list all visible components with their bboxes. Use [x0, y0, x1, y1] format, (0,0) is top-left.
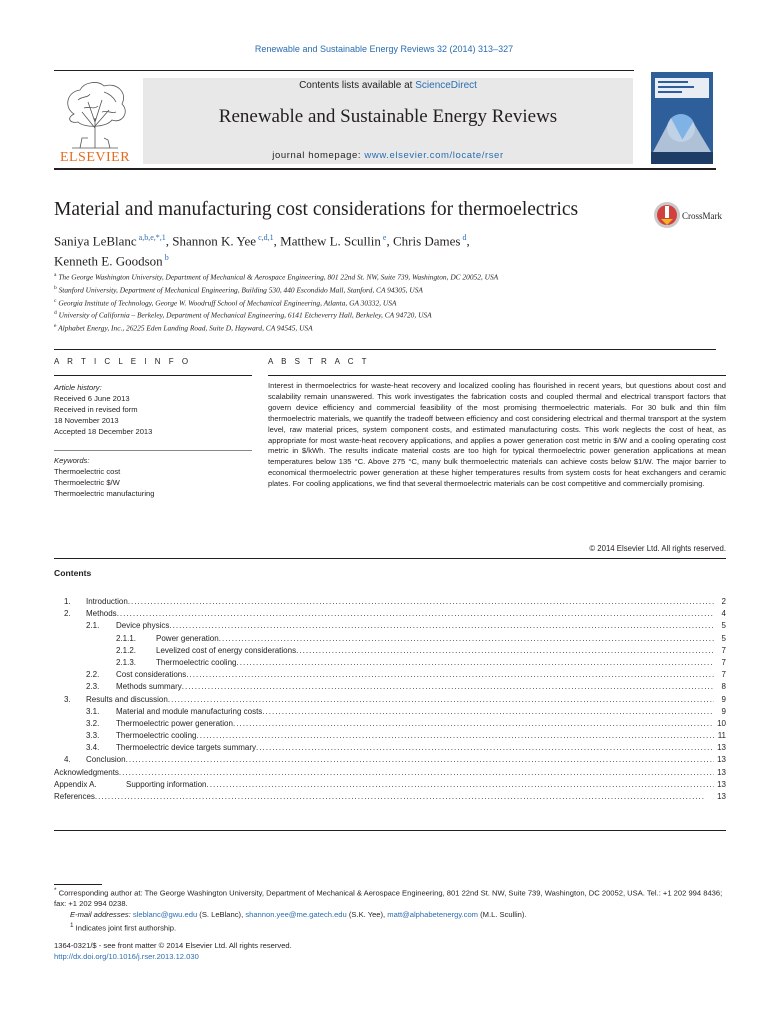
toc-entry[interactable]	[64, 596, 726, 608]
footnote-rule	[54, 884, 102, 885]
toc-page-number: 10	[717, 718, 726, 728]
journal-citation[interactable]: Renewable and Sustainable Energy Reviews 32 (2014) 313–327	[254, 44, 514, 54]
toc-leader	[186, 669, 714, 681]
keyword: Thermoelectric cost	[54, 467, 121, 476]
toc-page-number: 9	[721, 694, 726, 704]
author-separator: ,	[273, 233, 281, 249]
toc-leader	[126, 754, 714, 766]
sciencedirect-link[interactable]: ScienceDirect	[415, 80, 477, 91]
contents-prefix: Contents lists available at	[299, 80, 416, 91]
toc-leader	[117, 608, 714, 620]
corresponding-author-note	[54, 886, 726, 910]
toc-page-number: 8	[721, 682, 726, 692]
abstract-rule	[268, 375, 726, 376]
toc-leader	[207, 779, 715, 791]
toc-page-number: 13	[717, 779, 726, 789]
info-top-rule	[54, 349, 716, 350]
history-label: Article history:	[54, 383, 102, 392]
affiliation-key: a	[54, 272, 57, 278]
author-list	[54, 229, 654, 270]
author-affiliation-marks[interactable]: c,d,1	[258, 233, 274, 242]
toc-entry[interactable]	[64, 694, 726, 706]
header-rule	[54, 168, 716, 170]
email-owner: (S.K. Yee),	[346, 910, 388, 920]
crossmark-label: CrossMark	[682, 211, 722, 221]
toc-title[interactable]: Methods summary	[116, 682, 182, 692]
affiliation-key: d	[54, 310, 57, 317]
toc-page-number: 7	[721, 657, 726, 667]
toc-entry[interactable]	[64, 657, 726, 669]
contents-heading: Contents	[54, 568, 92, 578]
joint-text: Indicates joint first authorship.	[75, 923, 177, 933]
toc-leader	[262, 706, 714, 718]
toc-title[interactable]: Cost considerations	[116, 670, 187, 680]
article-info-divider	[54, 450, 252, 451]
history-line: 18 November 2013	[54, 416, 119, 425]
toc-leader	[196, 730, 714, 742]
toc-title[interactable]: Thermoelectric cooling	[156, 657, 237, 667]
doi-link[interactable]: http://dx.doi.org/10.1016/j.rser.2013.12.030	[54, 951, 199, 961]
joint-authorship-note	[54, 921, 726, 934]
toc-page-number: 13	[717, 767, 726, 777]
toc-entry[interactable]	[54, 791, 726, 803]
toc-title[interactable]: Methods	[86, 609, 117, 619]
toc-page-number: 7	[721, 645, 726, 655]
toc-entry[interactable]	[64, 681, 726, 693]
email-link[interactable]: sleblanc@gwu.edu	[132, 910, 198, 920]
toc-title[interactable]: Introduction	[86, 597, 128, 606]
toc-page-number: 11	[717, 731, 726, 741]
toc-title[interactable]: Power generation	[156, 633, 219, 643]
toc-title[interactable]: References	[54, 792, 95, 801]
toc-title[interactable]: Material and module manufacturing costs	[116, 706, 263, 716]
article-title: Material and manufacturing cost considerations for thermoelectrics	[54, 199, 579, 220]
author-name[interactable]: Chris Dames	[392, 233, 461, 249]
abstract-copyright: © 2014 Elsevier Ltd. All rights reserved.	[589, 544, 726, 553]
toc-leader	[236, 657, 714, 669]
article-info-rule	[54, 375, 252, 376]
crossmark-badge[interactable]	[652, 200, 732, 230]
affiliation	[54, 270, 734, 283]
toc-page-number: 4	[721, 609, 726, 619]
abstract-bottom-rule	[54, 558, 726, 559]
history-line: Received in revised form	[54, 405, 138, 414]
toc-title[interactable]: Thermoelectric power generation	[116, 718, 233, 728]
toc-page-number: 5	[721, 633, 726, 643]
publisher-wordmark: ELSEVIER	[59, 150, 131, 165]
article-history	[54, 382, 254, 437]
toc-leader	[128, 596, 714, 608]
toc-title[interactable]: Thermoelectric cooling	[116, 731, 197, 741]
toc-page-number: 13	[717, 792, 726, 801]
toc-page-number: 13	[717, 743, 726, 753]
contents-bottom-rule	[54, 830, 726, 831]
toc-number: 3.3.	[86, 731, 100, 741]
toc-title[interactable]: Acknowledgments	[54, 767, 119, 777]
corresponding-text: Corresponding author at: The George Washington University, Department of Mechanical & Aerospace Engineering, 801 22nd St. NW, Suite 739, Washington, DC 20052, USA. Tel.: +1 202 994 8436; fax: +1 202 994 0238.	[54, 888, 723, 909]
front-matter	[54, 941, 292, 963]
toc-number: 2.1.2.	[116, 645, 137, 655]
journal-homepage	[143, 150, 633, 161]
affiliation-text: Alphabet Energy, Inc., 26225 Eden Landing Road, Suite D, Hayward, CA 94545, USA	[58, 323, 313, 333]
toc-leader	[233, 718, 714, 730]
toc-page-number: 9	[721, 706, 726, 716]
author-affiliation-marks[interactable]: d	[462, 233, 467, 242]
toc-leader	[95, 791, 714, 803]
toc-number: 3.	[64, 694, 71, 704]
toc-leader	[256, 742, 714, 754]
toc-title[interactable]: Thermoelectric device targets summary	[116, 743, 257, 753]
toc-number: 2.	[64, 609, 71, 619]
affiliation-text: University of California – Berkeley, Department of Mechanical Engineering, 6141 Etcheverry Hall, Berkeley, CA 94720, USA	[58, 310, 432, 320]
toc-entry[interactable]	[64, 620, 726, 632]
toc-entry[interactable]	[54, 779, 726, 791]
joint-mark: 1	[70, 921, 74, 929]
abstract-heading: A B S T R A C T	[268, 357, 370, 366]
affiliation	[54, 308, 734, 321]
article-info-heading: A R T I C L E I N F O	[54, 357, 192, 366]
author-separator: ,	[466, 233, 470, 249]
toc-number: 2.2.	[86, 670, 100, 680]
affiliation-key: b	[54, 284, 57, 291]
author-separator: ,	[386, 233, 393, 249]
toc-number: 2.3.	[86, 682, 100, 692]
toc-leader	[168, 694, 714, 706]
toc-leader	[182, 681, 714, 693]
toc-page-number: 5	[721, 621, 726, 631]
toc-leader	[169, 620, 714, 632]
toc-entry[interactable]	[64, 669, 726, 681]
homepage-link[interactable]: www.elsevier.com/locate/rser	[364, 150, 504, 161]
affiliation-key: e	[54, 323, 57, 330]
journal-name: Renewable and Sustainable Energy Reviews	[218, 106, 558, 127]
email-link[interactable]: matt@alphabetenergy.com	[387, 910, 479, 920]
toc-title[interactable]: Device physics	[116, 621, 170, 631]
author-name[interactable]: Saniya LeBlanc	[54, 233, 137, 249]
toc-title[interactable]: Conclusion	[86, 755, 126, 765]
toc-number: 2.1.	[86, 621, 100, 631]
toc-leader	[296, 645, 714, 657]
affiliation-text: The George Washington University, Department of Mechanical & Aerospace Engineering, 801 22nd St. NW, Suite 739, Washington, DC 20052, USA	[58, 272, 499, 282]
affiliation	[54, 296, 734, 309]
affiliation	[54, 321, 734, 334]
toc-title[interactable]: Results and discussion	[86, 694, 168, 704]
toc-number: Appendix A.	[54, 779, 97, 789]
author-name[interactable]: Shannon K. Yee	[172, 233, 257, 249]
history-line: Accepted 18 December 2013	[54, 427, 153, 436]
homepage-prefix: journal homepage:	[272, 150, 365, 161]
affiliation-text: Georgia Institute of Technology, George W. Woodruff School of Mechanical Engineering, Atlanta, GA 30332, USA	[58, 298, 397, 307]
toc-page-number: 7	[721, 670, 726, 680]
author-affiliation-marks[interactable]: a,b,e,*,1	[138, 233, 166, 242]
toc-entry[interactable]	[64, 706, 726, 718]
email-addresses	[54, 910, 726, 921]
affiliation-list	[54, 270, 734, 334]
affiliation	[54, 283, 734, 296]
corresponding-mark: *	[54, 887, 57, 894]
toc-entry[interactable]	[64, 718, 726, 730]
table-of-contents	[54, 596, 726, 803]
toc-number: 3.2.	[86, 718, 100, 728]
toc-entry[interactable]	[64, 730, 726, 742]
email-label: E-mail addresses:	[70, 910, 131, 920]
toc-entry[interactable]	[64, 742, 726, 754]
author-affiliation-marks[interactable]: b	[164, 253, 169, 263]
keyword: Thermoelectric $/W	[54, 478, 120, 487]
top-rule	[54, 70, 634, 71]
email-owner: (M.L. Scullin).	[478, 910, 527, 920]
toc-page-number: 13	[717, 755, 726, 765]
journal-cover-image[interactable]	[651, 72, 713, 164]
history-line: Received 6 June 2013	[54, 394, 130, 403]
email-owner: (S. LeBlanc),	[197, 910, 246, 920]
keyword: Thermoelectric manufacturing	[54, 489, 155, 498]
toc-number: 2.1.3.	[116, 657, 137, 667]
author-name[interactable]: Kenneth E. Goodson	[54, 253, 163, 269]
toc-number: 4.	[64, 755, 71, 765]
author-separator: ,	[165, 233, 173, 249]
affiliation-key: c	[54, 297, 57, 304]
contents-availability	[143, 80, 633, 91]
toc-title[interactable]: Levelized cost of energy considerations	[156, 645, 297, 655]
toc-number: 3.4.	[86, 743, 100, 753]
toc-number: 1.	[64, 597, 71, 606]
keywords-block	[54, 455, 254, 499]
toc-entry[interactable]	[64, 754, 726, 766]
toc-entry[interactable]	[54, 767, 726, 779]
email-list	[133, 910, 527, 919]
affiliation-text: Stanford University, Department of Mechanical Engineering, Building 530, 440 Escondido Mall, Stanford, CA 94305, USA	[58, 285, 423, 295]
email-link[interactable]: shannon.yee@me.gatech.edu	[245, 910, 347, 920]
toc-entry[interactable]	[64, 645, 726, 657]
toc-title[interactable]: Supporting information	[126, 779, 207, 789]
issn-line: 1364-0321/$ - see front matter © 2014 Elsevier Ltd. All rights reserved.	[54, 941, 292, 950]
toc-number: 2.1.1.	[116, 633, 137, 643]
toc-leader	[119, 767, 714, 779]
toc-entry[interactable]	[64, 633, 726, 645]
toc-leader	[219, 633, 714, 645]
author-name[interactable]: Matthew L. Scullin	[280, 233, 381, 249]
footnotes	[54, 886, 726, 934]
toc-entry[interactable]	[64, 608, 726, 620]
abstract-text: Interest in thermoelectrics for waste-heat recovery and localized cooling has flourished in recent years, but questions about cost and scalability remain unanswered. This work investigates the fabrication costs and coupled thermal and electrical transport factors that govern device efficiency and commercial feasibility of the most promising thermoelectric materials. For 30 bulk and thin film thermoelectric materials, we quantify the tradeoff between efficiency and cost considering electrical and thermal transport at the system level, raw material prices, system component costs, and estimated manufacturing costs. This work neglects the cost of heat, as appropriate for most waste-heat recovery applications, and applies a power generation cost metric in $/W and a cooling operating cost metric in $/kWh. The results indicate material costs are too high for typical thermoelectric power generation applications at mean temperatures below 135 °C. Above 275 °C, many bulk thermoelectric materials can achieve costs below $1/W. The major barrier to economical thermoelectric power generation at these higher temperatures results from system costs for heat exchangers and ceramic plates. For cooling applications, we find that several thermoelectric materials can be cost competitive and commercially promising.	[268, 381, 726, 489]
toc-number: 3.1.	[86, 706, 100, 716]
toc-page-number: 2	[721, 597, 726, 606]
keywords-label: Keywords:	[54, 456, 90, 465]
author-affiliation-marks[interactable]: e	[382, 233, 387, 242]
